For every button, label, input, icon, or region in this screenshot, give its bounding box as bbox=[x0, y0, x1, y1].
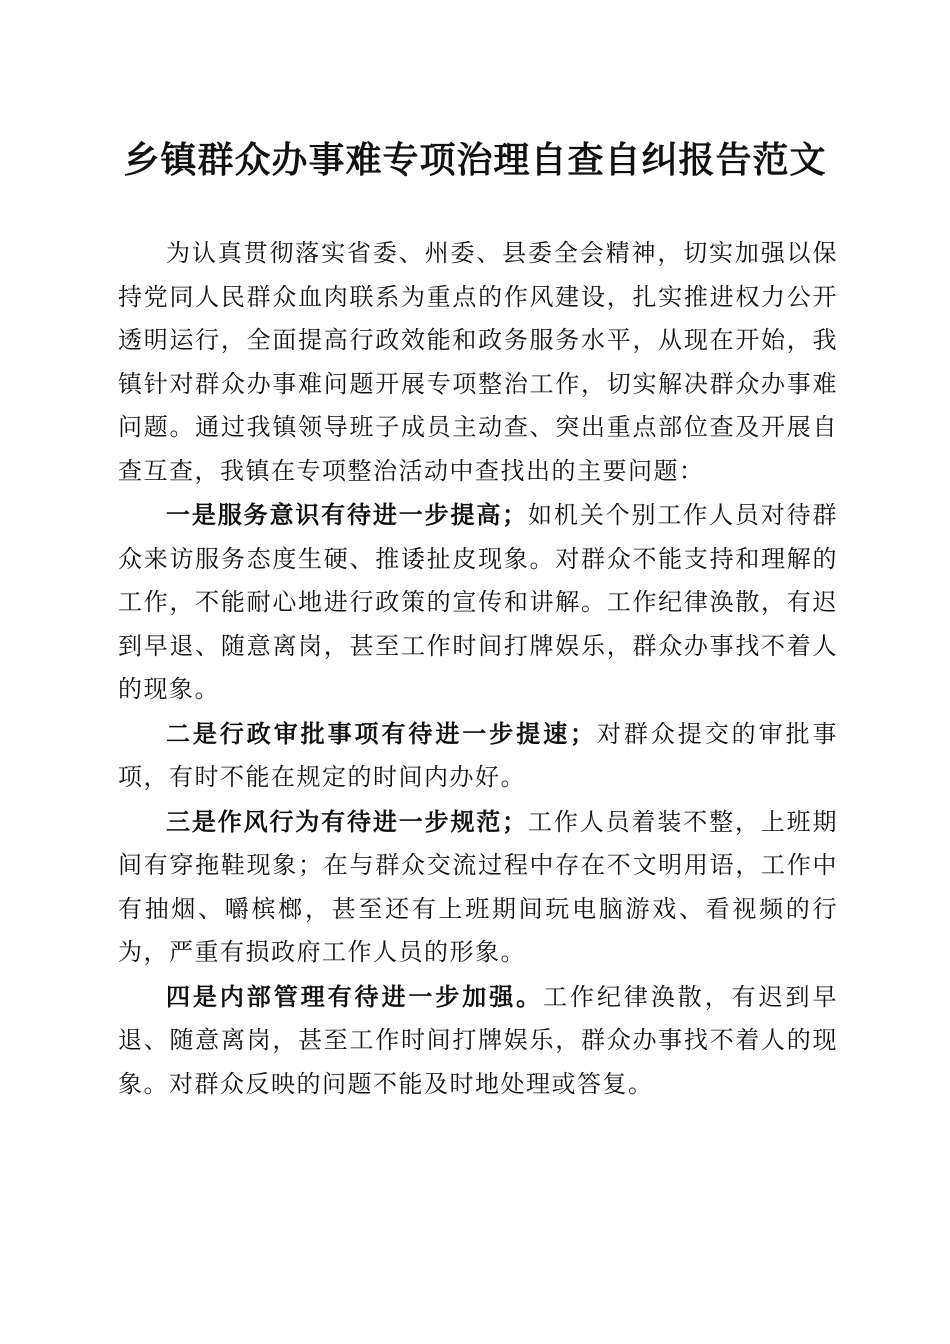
document-body bbox=[118, 232, 838, 1106]
issue-paragraph-3 bbox=[118, 800, 838, 975]
issue-paragraph-2 bbox=[118, 712, 838, 800]
issue-paragraph-4 bbox=[118, 975, 838, 1107]
issue-heading-2: 二是行政审批事项有待进一步提速； bbox=[166, 718, 596, 748]
issue-text-1: 如机关个别工作人员对待群众来访服务态度生硬、推诿扯皮现象。对群众不能支持和理解的工作，不能耐心地进行政策的宣传和讲解。工作纪律涣散，有迟到早退、随意离岗，甚至工作时间打牌娱乐，群众办事找不着人的现象。 bbox=[118, 501, 839, 703]
issue-paragraph-1 bbox=[118, 493, 838, 712]
issue-heading-3: 三是作风行为有待进一步规范； bbox=[166, 806, 528, 836]
issue-heading-4: 四是内部管理有待进一步加强。 bbox=[166, 981, 544, 1011]
intro-paragraph: 为认真贯彻落实省委、州委、县委全会精神，切实加强以保持党同人民群众血肉联系为重点的作风建设，扎实推进权力公开透明运行，全面提高行政效能和政务服务水平，从现在开始，我镇针对群众办事难问题开展专项整治工作，切实解决群众办事难问题。通过我镇领导班子成员主动查、突出重点部位查及开展自查互查，我镇在专项整治活动中查找出的主要问题： bbox=[118, 239, 838, 485]
issue-heading-1: 一是服务意识有待进一步提高； bbox=[166, 500, 528, 529]
issue-text-2: 对群众提交的审批事项，有时不能在规定的时间内办好。 bbox=[118, 719, 838, 791]
issue-text-4: 工作纪律涣散，有迟到早退、随意离岗，甚至工作时间打牌娱乐，群众办事找不着人的现象。对群众反映的问题不能及时地处理或答复。 bbox=[118, 982, 838, 1098]
document-title: 乡镇群众办事难专项治理自查自纠报告范文 bbox=[123, 139, 827, 181]
issue-text-3: 工作人员着装不整，上班期间有穿拖鞋现象；在与群众交流过程中存在不文明用语，工作中有抽烟、嚼槟榔，甚至还有上班期间玩电脑游戏、看视频的行为，严重有损政府工作人员的形象。 bbox=[118, 807, 839, 966]
